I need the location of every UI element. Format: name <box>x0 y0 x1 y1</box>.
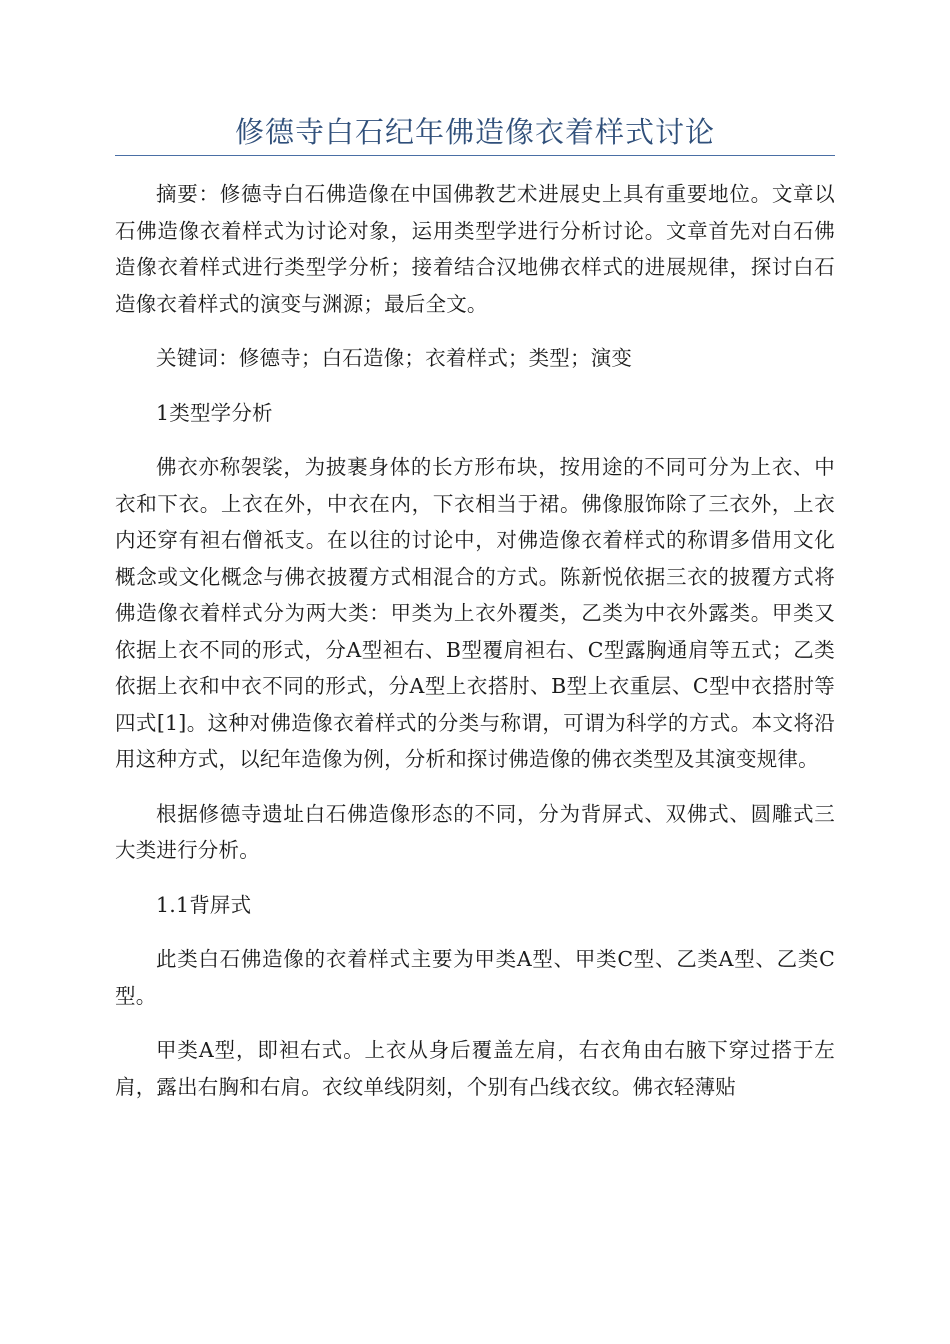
document-title: 修德寺白石纪年佛造像衣着样式讨论 <box>234 115 715 149</box>
keywords-paragraph: 关键词：修德寺；白石造像；衣着样式；类型；演变 <box>156 346 633 370</box>
abstract-paragraph: 摘要：修德寺白石佛造像在中国佛教艺术进展史上具有重要地位。文章以石佛造像衣着样式为讨论对象，运用类型学进行分析讨论。文章首先对白石佛造像衣着样式进行类型学分析；接着结合汉地佛衣样式的进展规律，探讨白石造像衣着样式的演变与渊源；最后全文。 <box>115 182 835 316</box>
body-paragraph: 甲类A型，即袒右式。上衣从身后覆盖左肩，右衣角由右腋下穿过搭于左肩，露出右胸和右肩。衣纹单线阴刻，个别有凸线衣纹。佛衣轻薄贴 <box>115 1038 835 1099</box>
section-heading-1-1: 1.1背屏式 <box>156 892 252 917</box>
body-paragraph: 佛衣亦称袈裟，为披裹身体的长方形布块，按用途的不同可分为上衣、中衣和下衣。上衣在外，中衣在内，下衣相当于裙。佛像服饰除了三衣外，上衣内还穿有袒右僧祇支。在以往的讨论中，对佛造像衣着样式的称谓多借用文化概念或文化概念与佛衣披覆方式相混合的方式。陈新悦依据三衣的披覆方式将佛造像衣着样式分为两大类：甲类为上衣外覆类，乙类为中衣外露类。甲类又依据上衣不同的形式，分A型袒右、B型覆肩袒右、C型露胸通肩等五式；乙类依据上衣和中衣不同的形式，分A型上衣搭肘、B型上衣重层、C型中衣搭肘等四式[1]。这种对佛造像衣着样式的分类与称谓，可谓为科学的方式。本文将沿用这种方式，以纪年造像为例，分析和探讨佛造像的佛衣类型及其演变规律。 <box>115 455 835 771</box>
section-heading-1: 1类型学分析 <box>156 400 273 425</box>
body-paragraph: 根据修德寺遗址白石佛造像形态的不同，分为背屏式、双佛式、圆雕式三大类进行分析。 <box>115 801 835 862</box>
title-underline <box>115 155 835 156</box>
document-body <box>115 176 835 1123</box>
body-paragraph: 此类白石佛造像的衣着样式主要为甲类A型、甲类C型、乙类A型、乙类C型。 <box>115 947 835 1008</box>
